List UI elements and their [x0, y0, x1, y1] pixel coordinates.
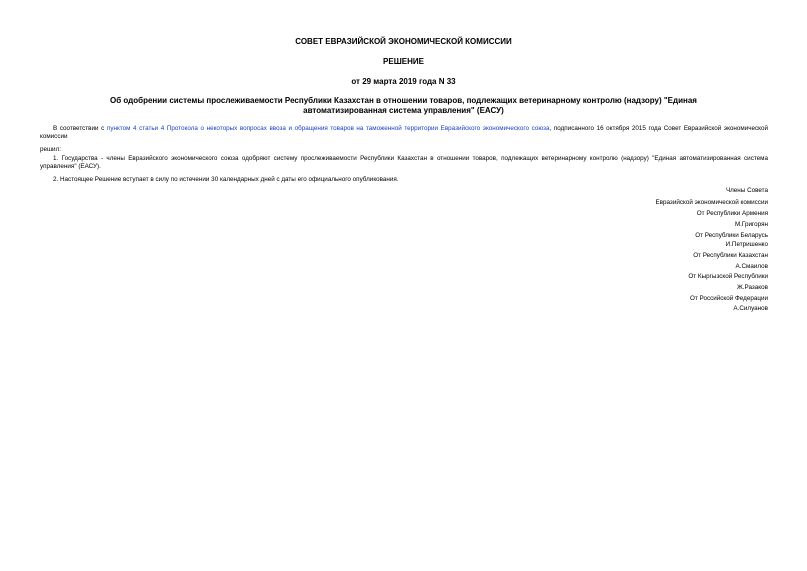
signature-name-razakov: Ж.Разаков — [736, 284, 768, 291]
signature-council-members: Члены Совета — [725, 187, 768, 194]
signature-country-kyrgyzstan: От Кыргызской Республики — [688, 273, 768, 280]
document-title — [0, 96, 807, 116]
signature-name-grigoryan: М.Григорян — [734, 221, 768, 228]
signature-country-armenia: От Республики Армения — [696, 210, 768, 217]
signature-name-petrishenko: И.Петришенко — [725, 241, 768, 248]
clause-1: 1. Государства - члены Евразийского экономического союза одобряют систему прослеживаемости Республики Казахстан в отношении товаров, подлежащих ветеринарному контролю (надзору) "Единая автоматизированная система управления" (ЕАСУ). — [40, 155, 768, 171]
clause-2: 2. Настоящее Решение вступает в силу по истечении 30 календарных дней с даты его официального опубликования. — [53, 176, 399, 183]
signature-commission: Евразийской экономической комиссии — [655, 199, 768, 206]
preamble-text: В соответствии с — [53, 125, 107, 132]
preamble-text-end: , подписанного 16 октября 2015 года Совет Евразийской экономической комиссии — [40, 125, 768, 141]
document-date-number: от 29 марта 2019 года N 33 — [351, 77, 456, 86]
issuing-body: СОВЕТ ЕВРАЗИЙСКОЙ ЭКОНОМИЧЕСКОЙ КОМИССИИ — [295, 37, 512, 46]
signature-country-belarus: От Республики Беларусь — [695, 232, 768, 239]
signature-name-siluanov: А.Силуанов — [733, 305, 768, 312]
document-title-line-1: Об одобрении системы прослеживаемости Республики Казахстан в отношении товаров, подлежащих ветеринарному контролю (надзору) "Единая — [110, 96, 697, 105]
signature-name-smailov: А.Смаилов — [735, 263, 768, 270]
protocol-link[interactable]: пунктом 4 статьи 4 Протокола о некоторых вопросах ввоза и обращения товаров на таможенной территории Евразийского экономического союза — [106, 125, 550, 132]
decided-label: решил: — [40, 146, 61, 153]
document-title-line-2: автоматизированная система управления" (ЕАСУ) — [303, 106, 504, 115]
preamble-paragraph — [40, 125, 768, 142]
signature-country-russia: От Российской Федерации — [689, 295, 768, 302]
document-type: РЕШЕНИЕ — [383, 57, 424, 66]
signature-country-kazakhstan: От Республики Казахстан — [693, 252, 768, 259]
